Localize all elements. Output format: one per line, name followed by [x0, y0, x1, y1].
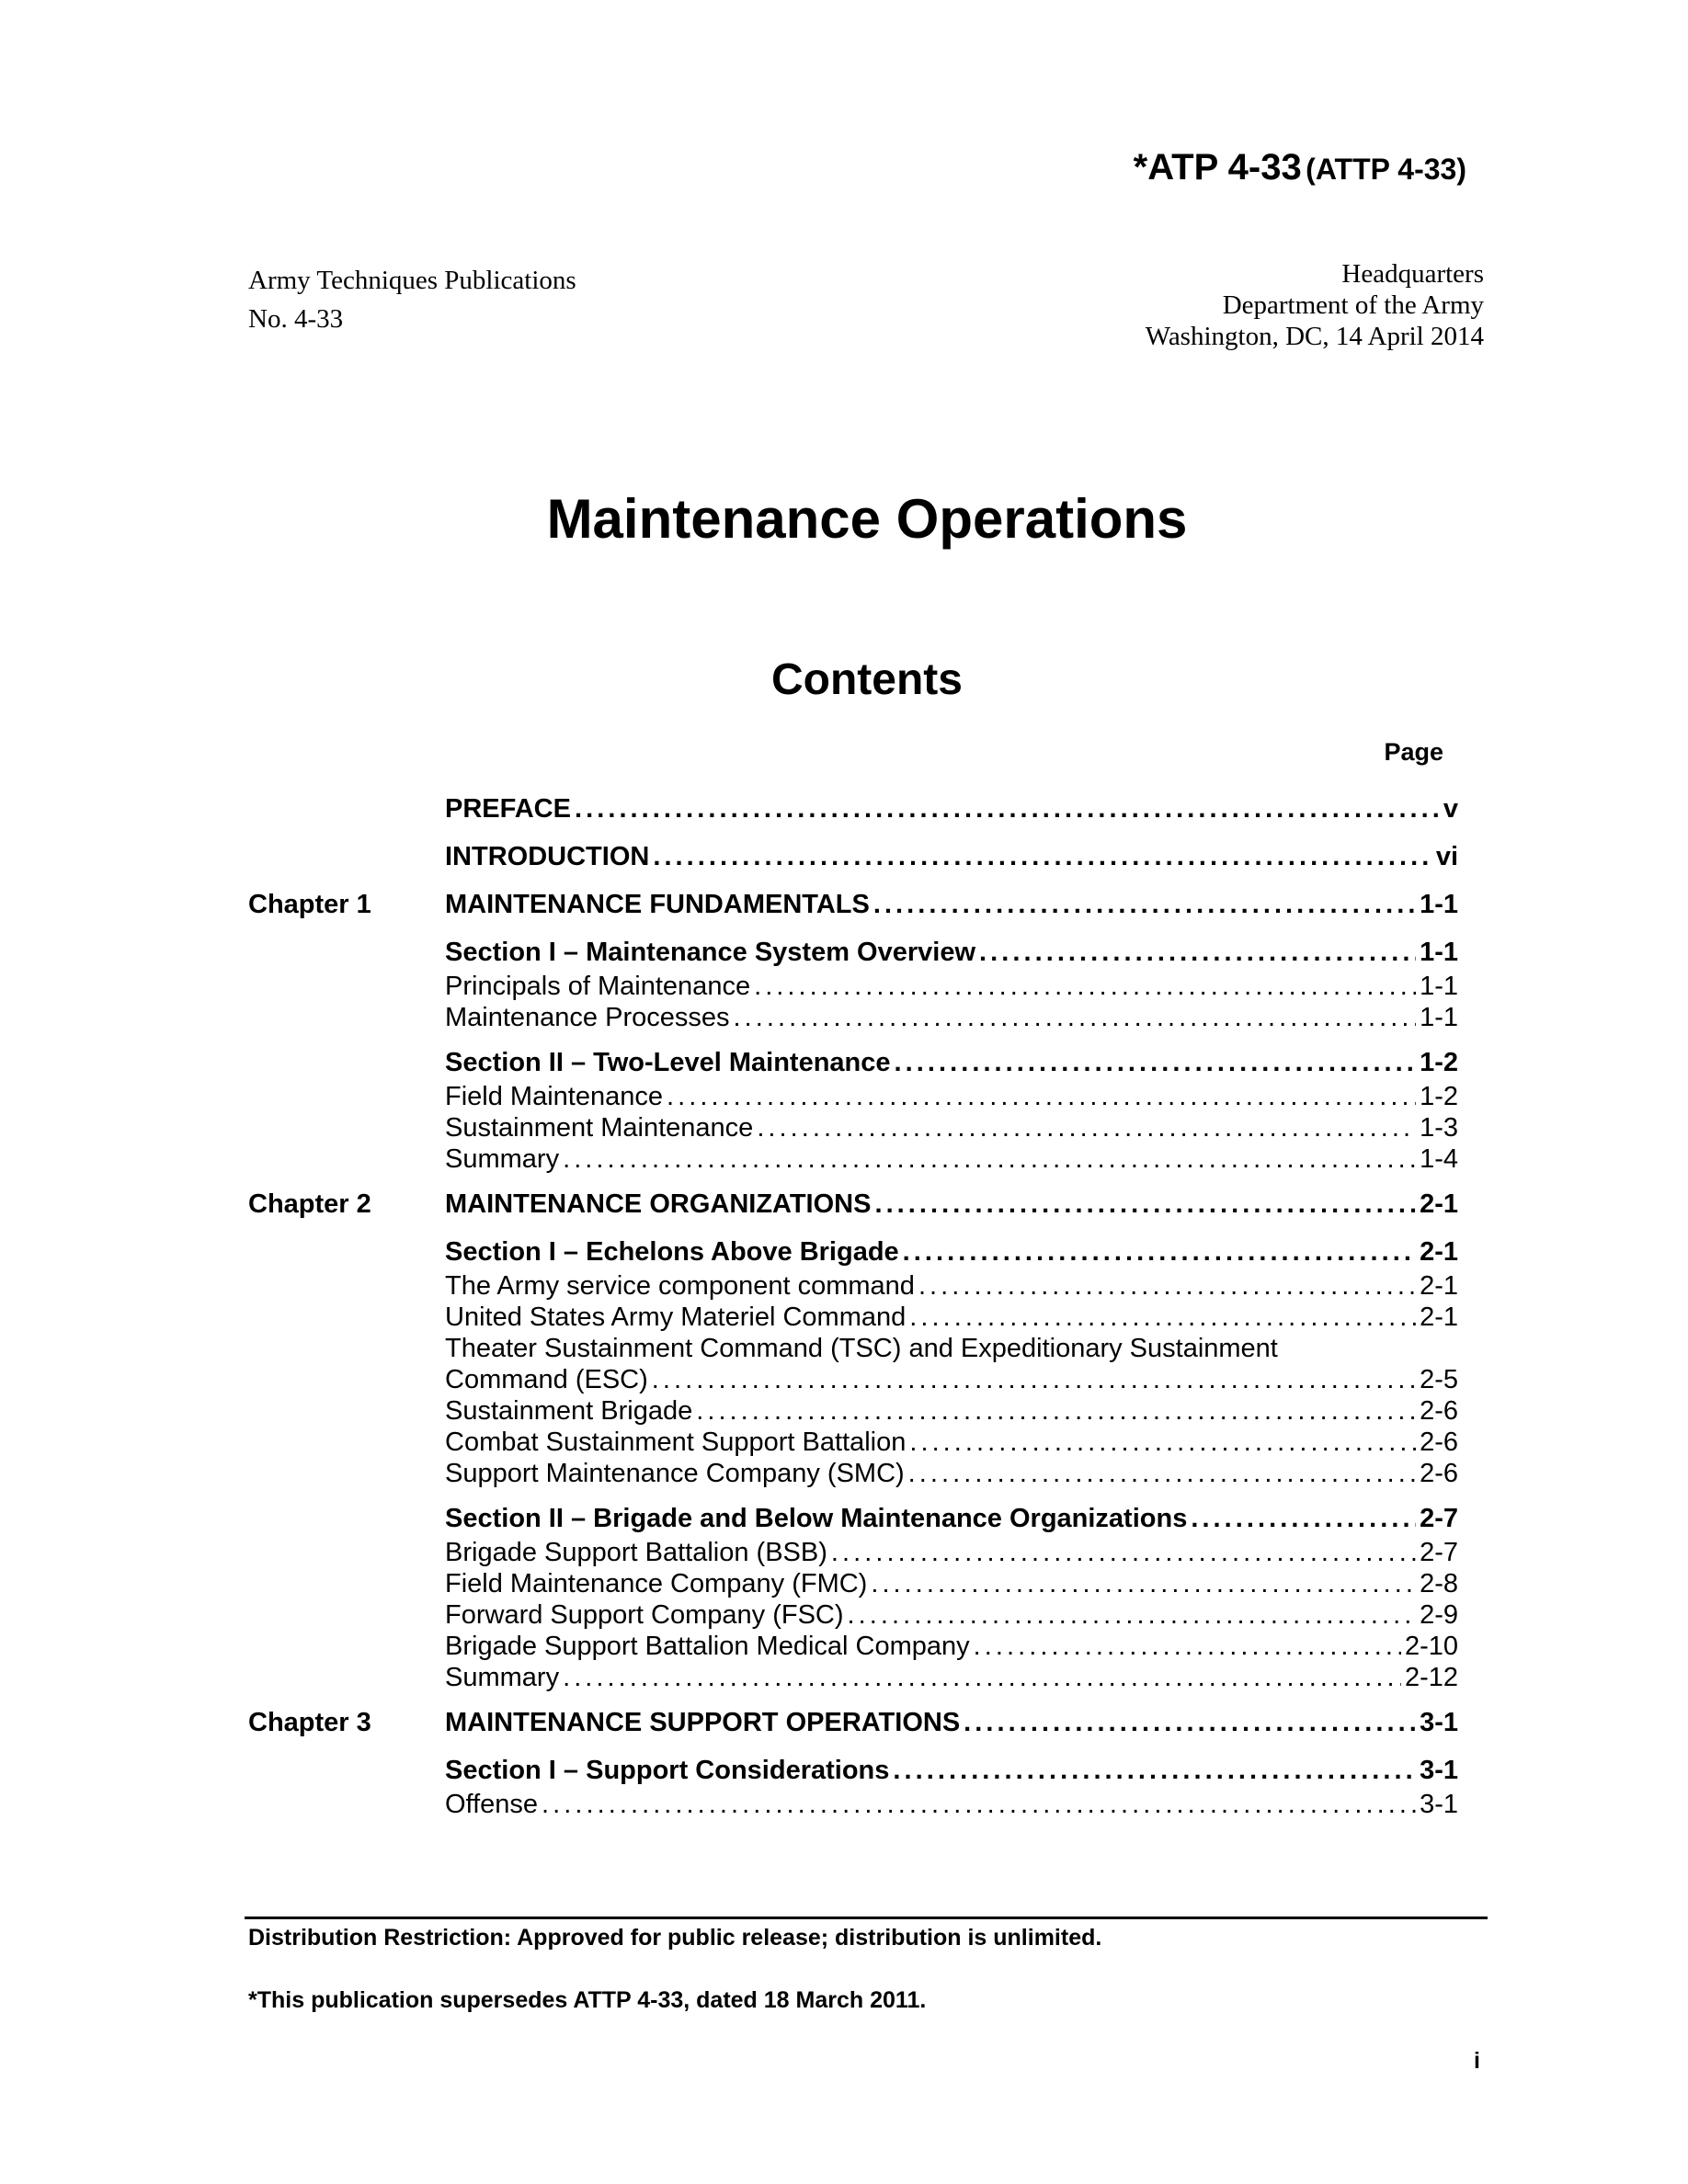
dot-leader	[874, 1186, 1416, 1223]
toc-entry-label: Command (ESC)	[445, 1365, 648, 1394]
toc-entry-label: Combat Sustainment Support Battalion	[445, 1428, 907, 1457]
toc-entry[interactable]	[248, 1500, 1458, 1537]
toc-entry-label: Summary	[445, 1144, 560, 1174]
superseded-number: (ATTP 4-33)	[1306, 153, 1466, 186]
dot-leader	[831, 1537, 1416, 1568]
toc-entry[interactable]	[248, 1143, 1458, 1175]
toc-entry-label: INTRODUCTION	[445, 842, 650, 871]
toc-entry[interactable]	[248, 1270, 1458, 1302]
page-column-label: Page	[1384, 738, 1443, 766]
toc-entry-label: Maintenance Processes	[445, 1003, 730, 1032]
dot-leader	[974, 1631, 1401, 1662]
toc-entry-page: 1-1	[1420, 1003, 1458, 1032]
toc-entry-line	[445, 1395, 1458, 1427]
toc-entry[interactable]	[248, 1704, 1458, 1741]
toc-entry[interactable]	[248, 1599, 1458, 1631]
toc-entry-label: Theater Sustainment Command (TSC) and Expeditionary Sustainment	[445, 1334, 1278, 1363]
toc-entry[interactable]	[248, 1234, 1458, 1270]
toc-entry[interactable]	[248, 1044, 1458, 1081]
toc-entry[interactable]	[248, 1427, 1458, 1458]
dot-leader	[903, 1234, 1416, 1270]
toc-entry-line	[445, 1044, 1458, 1081]
supersession-notice: *This publication supersedes ATTP 4-33, dated 18 March 2011.	[248, 1987, 927, 2013]
dot-leader	[893, 1752, 1416, 1789]
toc-entry-label: PREFACE	[445, 794, 571, 824]
toc-entry-line	[445, 838, 1458, 875]
toc-entry-line	[445, 1333, 1458, 1364]
toc-entry-label: Section I – Support Considerations	[445, 1756, 890, 1785]
toc-entry-line	[445, 1112, 1458, 1143]
toc-entry-page: 3-1	[1420, 1790, 1458, 1819]
dot-leader	[1191, 1500, 1416, 1537]
toc-entry-label: Section I – Echelons Above Brigade	[445, 1237, 899, 1267]
toc-entry-label: MAINTENANCE SUPPORT OPERATIONS	[445, 1708, 961, 1737]
toc-entry-page: 2-6	[1420, 1459, 1458, 1488]
toc-entry-line	[445, 1143, 1458, 1175]
dot-leader	[542, 1789, 1416, 1820]
toc-entry-page: 2-1	[1420, 1271, 1458, 1301]
dot-leader	[909, 1427, 1416, 1458]
toc-entry-line	[445, 1599, 1458, 1631]
toc-entry[interactable]	[248, 1458, 1458, 1489]
page-number: i	[1474, 2048, 1480, 2074]
toc-entry-page: 2-8	[1420, 1569, 1458, 1598]
toc-entry-page: 3-1	[1420, 1756, 1458, 1785]
footer-rule	[245, 1917, 1488, 1919]
toc-entry-label: Brigade Support Battalion Medical Company	[445, 1632, 970, 1661]
toc-entry-label: Section I – Maintenance System Overview	[445, 938, 976, 967]
toc-entry-line	[445, 1500, 1458, 1537]
dot-leader	[754, 971, 1416, 1002]
toc-entry-page: 2-10	[1404, 1632, 1458, 1661]
toc-entry-line	[445, 1270, 1458, 1302]
toc-entry-label: Sustainment Brigade	[445, 1396, 693, 1426]
dot-leader	[979, 934, 1416, 971]
toc-entry-line	[445, 1704, 1458, 1741]
toc-entry-page: 2-5	[1420, 1365, 1458, 1394]
toc-entry[interactable]	[248, 1752, 1458, 1789]
dot-leader	[918, 1270, 1416, 1302]
toc-entry-line	[445, 1458, 1458, 1489]
dot-leader	[653, 838, 1431, 875]
toc-entry[interactable]	[248, 1537, 1458, 1568]
toc-entry-label: MAINTENANCE FUNDAMENTALS	[445, 890, 870, 919]
toc-entry-label: United States Army Materiel Command	[445, 1302, 907, 1332]
chapter-label: Chapter 2	[248, 1189, 371, 1219]
toc-entry-label: The Army service component command	[445, 1271, 915, 1301]
toc-entry-line	[445, 791, 1458, 827]
toc-entry-page: 1-4	[1420, 1144, 1458, 1174]
toc-entry[interactable]	[248, 1789, 1458, 1820]
toc-entry-line	[445, 1234, 1458, 1270]
dot-leader	[848, 1599, 1417, 1631]
dot-leader	[908, 1458, 1416, 1489]
toc-entry-page: 2-7	[1420, 1504, 1458, 1533]
toc-entry-label: Summary	[445, 1663, 560, 1692]
toc-entry-line	[445, 1568, 1458, 1599]
dot-leader	[563, 1662, 1401, 1693]
toc-entry-page: 1-1	[1420, 890, 1458, 919]
toc-entry-line	[445, 1002, 1458, 1033]
dot-leader	[696, 1395, 1416, 1427]
dot-leader	[871, 1568, 1416, 1599]
toc-entry-page: 3-1	[1420, 1708, 1458, 1737]
toc-entry[interactable]	[248, 1002, 1458, 1033]
distribution-restriction: Distribution Restriction: Approved for public release; distribution is unlimited.	[248, 1925, 1102, 1951]
toc-entry-line	[445, 1186, 1458, 1223]
dot-leader	[873, 886, 1416, 923]
publication-date: Washington, DC, 14 April 2014	[1145, 322, 1484, 351]
table-of-contents	[248, 779, 1458, 1820]
toc-entry-line	[445, 1752, 1458, 1789]
toc-entry-line	[445, 1302, 1458, 1333]
toc-entry-page: 1-1	[1420, 972, 1458, 1001]
dot-leader	[667, 1081, 1416, 1112]
dot-leader	[909, 1302, 1416, 1333]
toc-entry-page: 2-12	[1404, 1663, 1458, 1692]
toc-entry-page: 2-1	[1420, 1237, 1458, 1267]
issuing-authority	[1146, 258, 1484, 352]
series-name: Army Techniques Publications	[248, 266, 576, 295]
publication-series	[248, 261, 576, 338]
toc-entry-label: MAINTENANCE ORGANIZATIONS	[445, 1189, 872, 1219]
toc-entry[interactable]	[248, 1568, 1458, 1599]
toc-entry-page: 2-1	[1420, 1302, 1458, 1332]
authority-line-1: Headquarters	[1341, 259, 1484, 289]
publication-number: *ATP 4-33	[1133, 147, 1302, 188]
toc-entry-label: Brigade Support Battalion (BSB)	[445, 1538, 827, 1567]
toc-entry[interactable]	[248, 1662, 1458, 1693]
toc-entry-label: Section II – Two-Level Maintenance	[445, 1048, 891, 1077]
toc-entry[interactable]	[248, 934, 1458, 971]
toc-entry-line	[445, 971, 1458, 1002]
dot-leader	[734, 1002, 1417, 1033]
toc-entry[interactable]	[248, 1186, 1458, 1223]
toc-entry-page: vi	[1435, 842, 1458, 871]
dot-leader	[757, 1112, 1416, 1143]
toc-entry[interactable]	[248, 1631, 1458, 1662]
toc-entry-page: 1-2	[1420, 1048, 1458, 1077]
series-number: No. 4-33	[248, 304, 344, 334]
dot-leader	[575, 791, 1440, 827]
toc-entry-page: 2-7	[1420, 1538, 1458, 1567]
toc-entry-line	[445, 1631, 1458, 1662]
toc-entry-page: 2-1	[1420, 1189, 1458, 1219]
toc-entry-line	[445, 1662, 1458, 1693]
dot-leader	[895, 1044, 1417, 1081]
toc-entry-page: 2-9	[1420, 1600, 1458, 1630]
toc-entry-label: Field Maintenance	[445, 1082, 663, 1111]
toc-entry[interactable]	[248, 886, 1458, 923]
toc-entry[interactable]	[248, 791, 1458, 827]
toc-entry-page: 1-1	[1420, 938, 1458, 967]
toc-entry-line	[445, 1081, 1458, 1112]
chapter-label: Chapter 1	[248, 890, 371, 919]
toc-entry-line	[445, 934, 1458, 971]
document-title: Maintenance Operations	[546, 488, 1188, 550]
toc-entry-line	[445, 1789, 1458, 1820]
toc-entry[interactable]	[248, 1112, 1458, 1143]
toc-entry-page: 1-3	[1420, 1113, 1458, 1143]
toc-entry[interactable]	[248, 838, 1458, 875]
toc-entry[interactable]	[248, 1333, 1458, 1395]
toc-entry-page: v	[1443, 794, 1458, 824]
authority-line-2: Department of the Army	[1222, 290, 1484, 320]
chapter-label: Chapter 3	[248, 1708, 371, 1737]
contents-heading: Contents	[771, 655, 963, 704]
toc-entry-line	[445, 1427, 1458, 1458]
toc-entry-label: Offense	[445, 1790, 539, 1819]
toc-entry-page: 1-2	[1420, 1082, 1458, 1111]
toc-entry[interactable]	[248, 1081, 1458, 1112]
dot-leader	[563, 1143, 1416, 1175]
toc-entry-line	[445, 1537, 1458, 1568]
toc-entry-page: 2-6	[1420, 1396, 1458, 1426]
toc-entry-label: Field Maintenance Company (FMC)	[445, 1569, 868, 1598]
toc-entry-label: Forward Support Company (FSC)	[445, 1600, 844, 1630]
toc-entry[interactable]	[248, 971, 1458, 1002]
toc-entry[interactable]	[248, 1395, 1458, 1427]
toc-entry-page: 2-6	[1420, 1428, 1458, 1457]
toc-entry-line	[445, 1364, 1458, 1395]
toc-entry[interactable]	[248, 1302, 1458, 1333]
toc-entry-line	[445, 886, 1458, 923]
dot-leader	[964, 1704, 1416, 1741]
toc-entry-label: Sustainment Maintenance	[445, 1113, 754, 1143]
toc-entry-label: Principals of Maintenance	[445, 972, 751, 1001]
dot-leader	[652, 1364, 1416, 1395]
toc-entry-label: Support Maintenance Company (SMC)	[445, 1459, 905, 1488]
toc-entry-label: Section II – Brigade and Below Maintenance Organizations	[445, 1504, 1188, 1533]
publication-id	[1134, 147, 1466, 188]
